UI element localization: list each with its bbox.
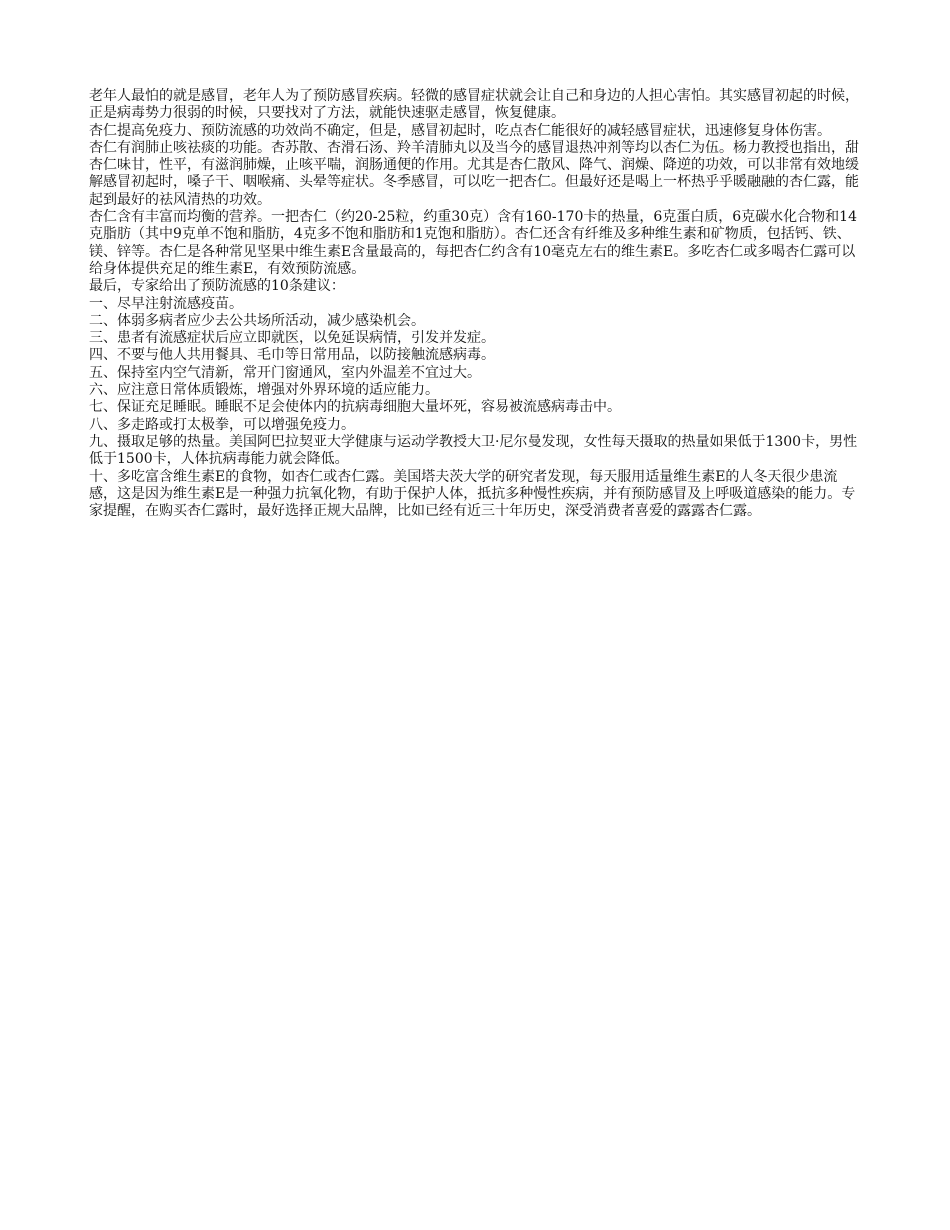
nutrition-paragraph: 杏仁含有丰富而均衡的营养。一把杏仁（约20-25粒，约重30克）含有160-170卡的热量，6克蛋白质，6克碳水化合物和14克脂肪（其中9克单不饱和脂肪，4克多不饱和脂肪和1克饱和脂肪）。杏仁还含有纤维及多种维生素和矿物质，包括钙、铁、镁、锌等。杏仁是各种常见坚果中维生素E含量最高的，每把杏仁约含有10毫克左右的维生素E。多吃杏仁或多喝杏仁露可以给身体提供充足的维生素E，有效预防流感。	[89, 209, 857, 277]
tip-item: 九、摄取足够的热量。美国阿巴拉契亚大学健康与运动学教授大卫·尼尔曼发现，女性每天摄取的热量如果低于1300卡，男性低于1500卡，人体抗病毒能力就会降低。	[89, 433, 858, 468]
tip-item: 七、保证充足睡眠。睡眠不足会使体内的抗病毒细胞大量坏死，容易被流感病毒击中。	[89, 399, 621, 416]
tips-intro-paragraph: 最后，专家给出了预防流感的10条建议：	[89, 278, 345, 295]
tip-item: 八、多走路或打太极拳，可以增强免疫力。	[89, 416, 355, 433]
tip-item: 三、患者有流感症状后应立即就医，以免延误病情，引发并发症。	[89, 330, 495, 347]
immunity-paragraph: 杏仁提高免疫力、预防流感的功效尚不确定，但是，感冒初起时，吃点杏仁能很好的减轻感冒症状，迅速修复身体伤害。	[89, 122, 831, 139]
document-body	[89, 88, 864, 520]
tip-item: 十、多吃富含维生素E的食物，如杏仁或杏仁露。美国塔夫茨大学的研究者发现，每天服用适量维生素E的人冬天很少患流感，这是因为维生素E是一种强力抗氧化物，有助于保护人体，抵抗多种慢性疾病，并有预防感冒及上呼吸道感染的能力。专家提醒，在购买杏仁露时，最好选择正规大品牌，比如已经有近三十年历史，深受消费者喜爱的露露杏仁露。	[89, 468, 856, 520]
tip-item: 二、体弱多病者应少去公共场所活动，减少感染机会。	[89, 312, 425, 329]
tip-item: 六、应注意日常体质锻炼，增强对外界环境的适应能力。	[89, 382, 439, 399]
prevention-tips-list	[89, 296, 864, 521]
intro-paragraph: 老年人最怕的就是感冒，老年人为了预防感冒疾病。轻微的感冒症状就会让自己和身边的人担心害怕。其实感冒初起的时候，正是病毒势力很弱的时候，只要找对了方法，就能快速驱走感冒，恢复健康。	[89, 88, 859, 122]
tip-item: 五、保持室内空气清新，常开门窗通风，室内外温差不宜过大。	[89, 364, 481, 381]
tip-item: 四、不要与他人共用餐具、毛巾等日常用品，以防接触流感病毒。	[89, 347, 495, 364]
tip-item: 一、尽早注射流感疫苗。	[89, 295, 243, 312]
lung-function-paragraph: 杏仁有润肺止咳祛痰的功能。杏苏散、杏滑石汤、羚羊清肺丸以及当今的感冒退热冲剂等均以杏仁为伍。杨力教授也指出，甜杏仁味甘，性平，有滋润肺燥，止咳平喘，润肠通便的作用。尤其是杏仁散风、降气、润燥、降逆的功效，可以非常有效地缓解感冒初起时，嗓子干、咽喉痛、头晕等症状。冬季感冒，可以吃一把杏仁。但最好还是喝上一杯热乎乎暖融融的杏仁露，能起到最好的祛风清热的功效。	[89, 139, 859, 208]
